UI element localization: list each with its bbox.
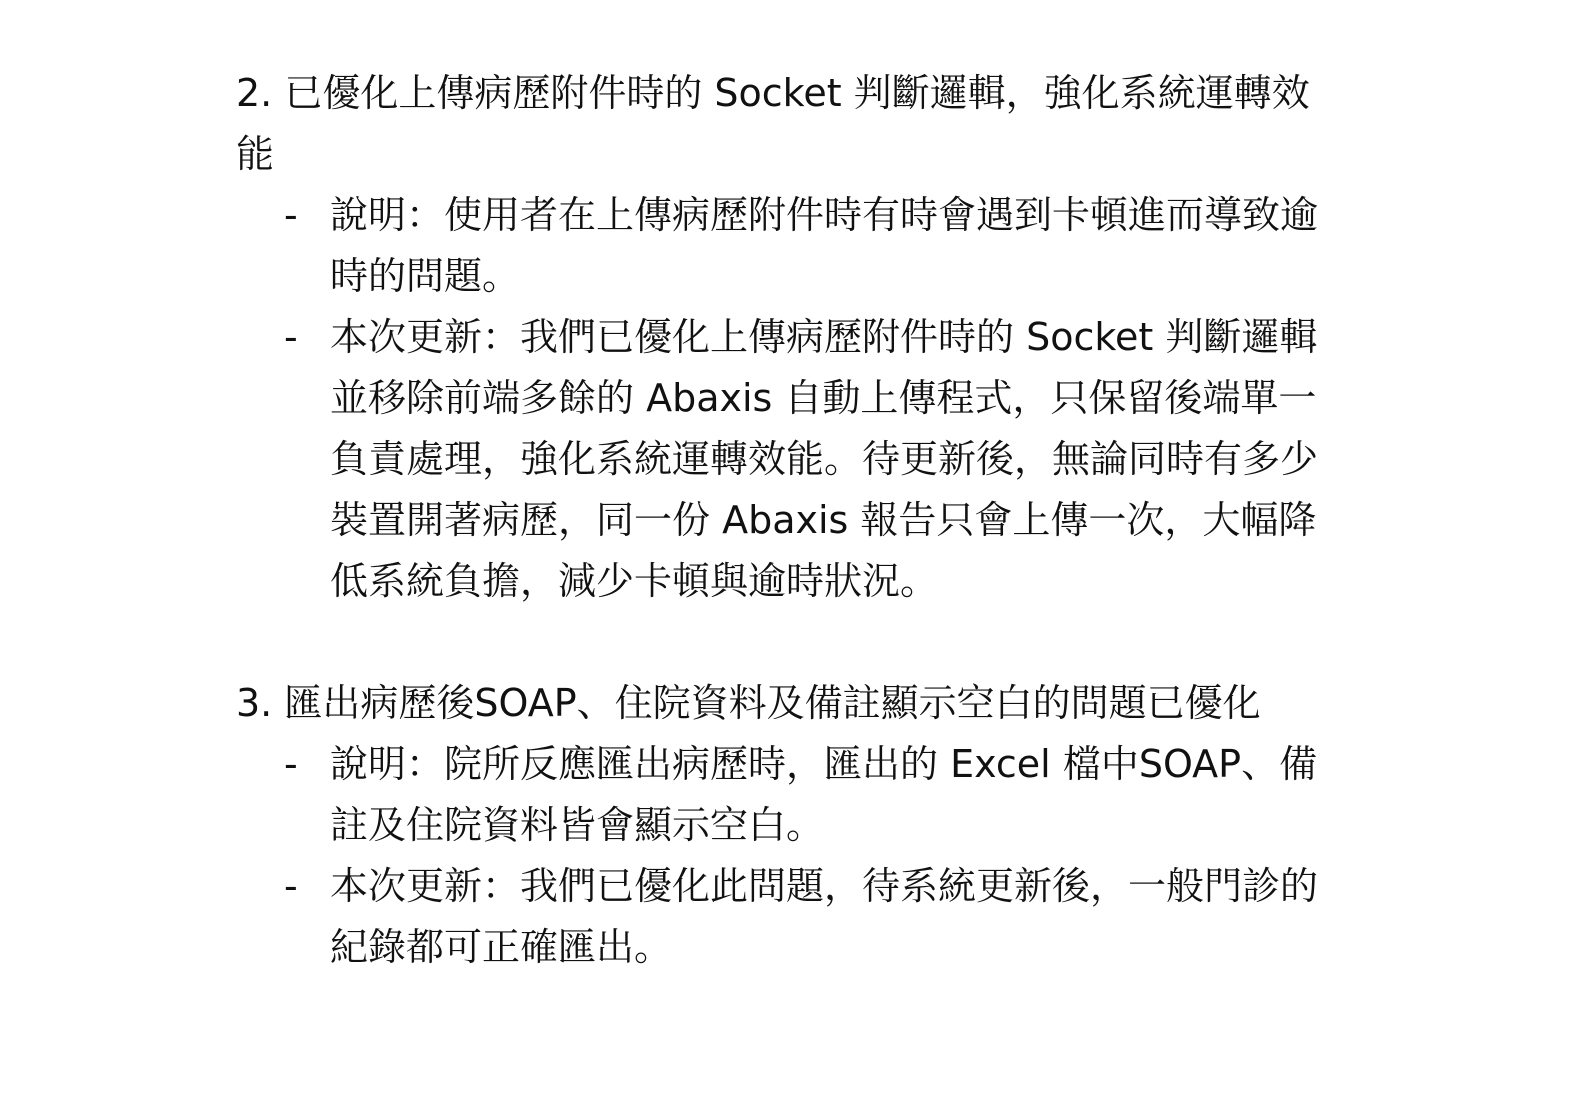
bullet-text: 說明：使用者在上傳病歷附件時有時會遇到卡頓進而導致逾時的問題。 <box>330 193 1319 298</box>
bullet-list <box>236 734 1336 978</box>
list-item-update <box>236 856 1332 978</box>
release-notes-document <box>236 63 1336 978</box>
list-item-update <box>236 307 1332 612</box>
section-heading: 3. 匯出病歷後SOAP、住院資料及備註顯示空白的問題已優化 <box>236 681 1261 725</box>
list-item-description <box>236 185 1332 307</box>
bullet-list <box>236 185 1336 612</box>
bullet-text: 說明：院所反應匯出病歷時，匯出的 Excel 檔中SOAP、備註及住院資料皆會顯示空白。 <box>330 742 1318 847</box>
bullet-text: 本次更新：我們已優化上傳病歷附件時的 Socket 判斷邏輯並移除前端多餘的 Abaxis 自動上傳程式，只保留後端單一負責處理，強化系統運轉效能。待更新後，無論同時有多少裝置開著病歷，同一份 Abaxis 報告只會上傳一次，大幅降低系統負擔，減少卡頓與逾時狀況。 <box>330 315 1319 603</box>
bullet-dash: - <box>284 742 298 786</box>
section-socket-optimization <box>236 63 1336 612</box>
bullet-dash: - <box>284 864 298 908</box>
bullet-text: 本次更新：我們已優化此問題，待系統更新後，一般門診的紀錄都可正確匯出。 <box>330 864 1319 969</box>
list-item-description <box>236 734 1332 856</box>
section-export-fix <box>236 673 1336 978</box>
bullet-dash: - <box>284 315 298 359</box>
bullet-dash: - <box>284 193 298 237</box>
section-heading: 2. 已優化上傳病歷附件時的 Socket 判斷邏輯，強化系統運轉效能 <box>236 71 1310 176</box>
